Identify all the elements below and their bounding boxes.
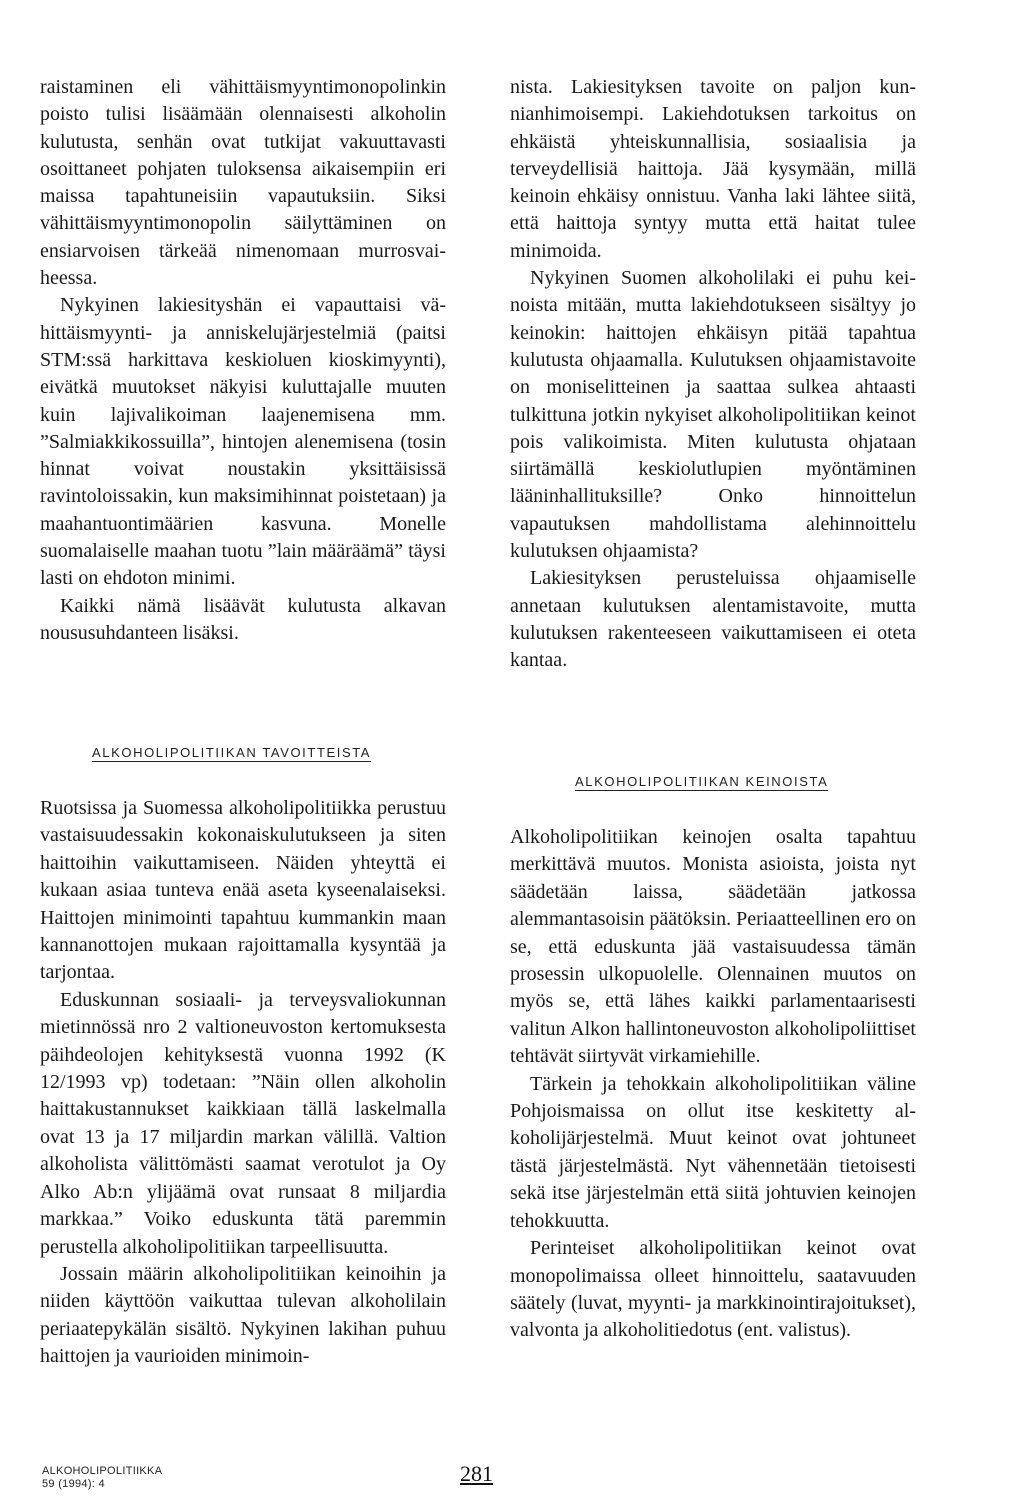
page-number: 281 — [460, 1461, 493, 1486]
paragraph: Nykyinen lakiesityshän ei vapauttaisi vähittäismyynti- ja anniskelujärjestelmiä (paitsi STM:ssä harkittava keskioluen kioskimyynti), eivätkä muutokset näkyisi kuluttajalle muuten kuin lajivalikoiman laajenemisena mm. ”Salmiakkikossuilla”, hintojen alenemisena (tosin hinnat voivat noustakin yksittäisissä ravintoloissakin, kun maksimihinnat poistetaan) ja maahantuontimäärien kasvuna. Monelle suomalaiselle maahan tuotu ”lain määräämä” täysi lasti on ehdoton minimi. — [40, 294, 446, 590]
journal-name: ALKOHOLIPOLITIIKKA — [42, 1465, 163, 1477]
paragraph: Lakiesityksen perusteluissa ohjaamiselle annetaan kulutuksen alentamistavoite, mutta kulutuksen rakenteeseen vaikuttamiseen ei oteta kantaa. — [510, 567, 916, 672]
section-left-body — [40, 795, 446, 1371]
journal-issue: 59 (1994): 4 — [42, 1478, 105, 1490]
paragraph: Ruotsissa ja Suomessa alkoholipolitiikka perustuu vastaisuudessakin kokonaiskulutukseen ja siten haittoihin vaikuttamiseen. Näiden yhteyttä ei kukaan asiaa tunteva enää aseta kyseenalaiseksi. Haittojen minimointi tapahtuu kummankin maan kannanottojen mukaan rajoittamalla kysyntää ja tarjontaa. — [40, 797, 446, 984]
section-heading-means: ALKOHOLIPOLITIIKAN KEINOISTA — [575, 774, 829, 789]
top-right-column — [510, 74, 916, 675]
section-right-body — [510, 824, 916, 1345]
paragraph: raistaminen eli vähittäismyyntimonopolinkin poisto tulisi lisäämään olennaisesti alkoholin kulutusta, senhän ovat tutkijat vakuuttavasti osoittaneet pohjaten tuloksensa aikaisempiin eri maissa tapahtuneisiin vapautuksiin. Siksi vähittäismyyntimonopolin säilyttäminen on ensiarvoisen tärkeää nimenomaan murrosvaiheessa. — [40, 76, 446, 290]
paragraph: Nykyinen Suomen alkoholilaki ei puhu keinoista mitään, mutta lakiehdotukseen sisältyy jo keinokin: haittojen ehkäisyn pitää tapahtua kulutusta ohjaamalla. Kulutuksen ohjaamistavoite on moniselitteinen ja saattaa sulkea ahtaasti tulkittuna jotkin nykyiset alkoholipolitiikan keinot pois valikoimista. Miten kulutusta ohjataan siirtämällä keskiolutlupien myöntäminen lääninhallituksille? Onko hinnoittelun vapautuksen mahdollistama alehinnoittelu kulutuksen ohjaamista? — [510, 267, 916, 563]
paragraph: Kaikki nämä lisäävät kulutusta alkavan noususuhdanteen lisäksi. — [40, 594, 446, 644]
paragraph: Jossain määrin alkoholipolitiikan keinoihin ja niiden käyttöön vaikuttaa tulevan alkoholilain periaatepykälän sisältö. Nykyinen lakihan puhuu haittojen ja vaurioiden minimoin- — [40, 1262, 446, 1368]
paragraph: Perinteiset alkoholipolitiikan keinot ovat monopolimaissa olleet hinnoittelu, saatavuuden säätely (luvat, myynti- ja markkinointirajoitukset), valvonta ja alkoholitiedotus (ent. valistus). — [510, 1237, 916, 1342]
top-left-column — [40, 74, 446, 647]
journal-footer — [42, 1465, 162, 1491]
section-heading-goals: ALKOHOLIPOLITIIKAN TAVOITTEISTA — [92, 745, 372, 760]
paragraph: nista. Lakiesityksen tavoite on paljon kunnianhimoisempi. Lakiehdotuksen tarkoitus on ehkäistä yhteiskunnallisia, sosiaalisia ja terveydellisiä haittoja. Jää kysymään, millä keinoin ehkäisy onnistuu. Vanha laki lähtee siitä, että haittoja syntyy mutta että haitat tulee minimoida. — [510, 76, 916, 262]
paragraph: Tärkein ja tehokkain alkoholipolitiikan väline Pohjoismaissa on ollut itse keskitetty alkoholijärjestelmä. Muut keinot ovat johtuneet tästä järjestelmästä. Nyt vähennetään tietoisesti sekä itse järjestelmän että siitä johtuvien keinojen tehokkuutta. — [510, 1072, 916, 1232]
paragraph: Alkoholipolitiikan keinojen osalta tapahtuu merkittävä muutos. Monista asioista, joista nyt säädetään laissa, säädetään jatkossa alemmantasoisin päätöksin. Periaatteellinen ero on se, että eduskunta jää vastaisuudessa tämän prosessin ulkopuolelle. Olennainen muutos on myös se, että lähes kaikki parlamentaarisesti valitun Alkon hallintoneuvoston alkoholipoliittiset tehtävät siirtyvät virkamiehille. — [510, 826, 916, 1068]
paragraph: Eduskunnan sosiaali- ja terveysvaliokunnan mietinnössä nro 2 valtioneuvoston kertomuksesta päihdeolojen kehityksestä vuonna 1992 (K 12/1993 vp) todetaan: ”Näin ollen alkoholin haittakustannukset kaikkiaan tällä laskelmalla ovat 13 ja 17 miljardin markan välillä. Valtion alkoholista välittömästi saamat verotulot ja Oy Alko Ab:n ylijäämä ovat runsaat 8 miljardia markkaa.” Voiko eduskunta tätä paremmin perustella alkoholipolitiikan tarpeellisuutta. — [40, 988, 446, 1258]
